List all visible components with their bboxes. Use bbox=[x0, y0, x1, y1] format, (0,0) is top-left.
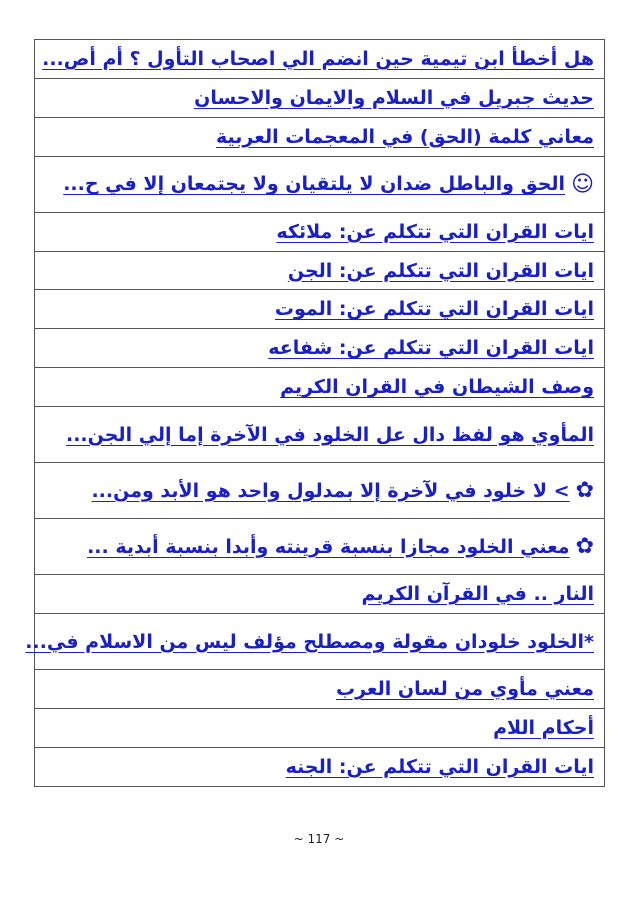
toc-link[interactable]: هل أخطأ ابن تيمية حين انضم الي اصحاب التأول ؟ أم أص... bbox=[42, 47, 594, 70]
toc-link[interactable]: ايات القران التي تتكلم عن: الموت bbox=[274, 298, 594, 321]
toc-row bbox=[35, 519, 604, 575]
toc-row bbox=[35, 252, 604, 291]
toc-row bbox=[35, 670, 604, 709]
toc-link[interactable]: النار .. في القرآن الكريم bbox=[361, 583, 594, 606]
toc-row bbox=[35, 213, 604, 252]
toc-row bbox=[35, 40, 604, 79]
toc-link[interactable]: معني مأوي من لسان العرب bbox=[335, 677, 594, 700]
toc-link[interactable]: ايات القران التي تتكلم عن: الجن bbox=[287, 259, 594, 282]
toc-row bbox=[35, 118, 604, 157]
toc-link[interactable]: ايات القران التي تتكلم عن: ملائكه bbox=[276, 220, 594, 243]
toc-link[interactable]: معاني كلمة (الحق) في المعجمات العربية bbox=[216, 125, 594, 148]
toc-link[interactable]: معني الخلود مجازا بنسبة قرينته وأبدا بنسبة أبدية ... bbox=[87, 535, 570, 558]
toc-link[interactable]: ايات القران التي تتكلم عن: شفاعه bbox=[268, 337, 594, 360]
toc-row bbox=[35, 329, 604, 368]
toc-row bbox=[35, 709, 604, 748]
toc-link[interactable]: حديث جبريل في السلام والايمان والاحسان bbox=[194, 86, 594, 109]
toc-link[interactable]: > لا خلود في لآخرة إلا بمدلول واحد هو الأبد ومن... bbox=[91, 479, 570, 502]
page-number: ~ 117 ~ bbox=[293, 832, 345, 846]
toc-row bbox=[35, 368, 604, 407]
toc-row bbox=[35, 157, 604, 213]
flower-icon: ✿ bbox=[575, 534, 594, 560]
toc-row bbox=[35, 463, 604, 519]
toc-row bbox=[35, 407, 604, 463]
toc-row bbox=[35, 748, 604, 787]
toc-row bbox=[35, 575, 604, 614]
toc-link[interactable]: ايات القران التي تتكلم عن: الجنه bbox=[285, 755, 594, 778]
flower-icon: ✿ bbox=[575, 478, 594, 504]
toc-row bbox=[25, 614, 604, 670]
toc-table bbox=[25, 39, 605, 787]
smiley-icon: ☺ bbox=[571, 171, 594, 197]
toc-link[interactable]: أحكام اللام bbox=[493, 716, 594, 739]
toc-link[interactable]: وصف الشيطان في القران الكريم bbox=[280, 376, 594, 399]
toc-row bbox=[35, 290, 604, 329]
toc-link[interactable]: الحق والباطل ضدان لا يلتقيان ولا يجتمعان إلا في ح... bbox=[63, 173, 566, 196]
toc-row bbox=[35, 79, 604, 118]
toc-link[interactable]: المأوي هو لفظ دال عل الخلود في الآخرة إما إلي الجن... bbox=[65, 423, 594, 446]
toc-link[interactable]: *الخلود خلودان مقولة ومصطلح مؤلف ليس من الاسلام في... bbox=[25, 630, 594, 653]
